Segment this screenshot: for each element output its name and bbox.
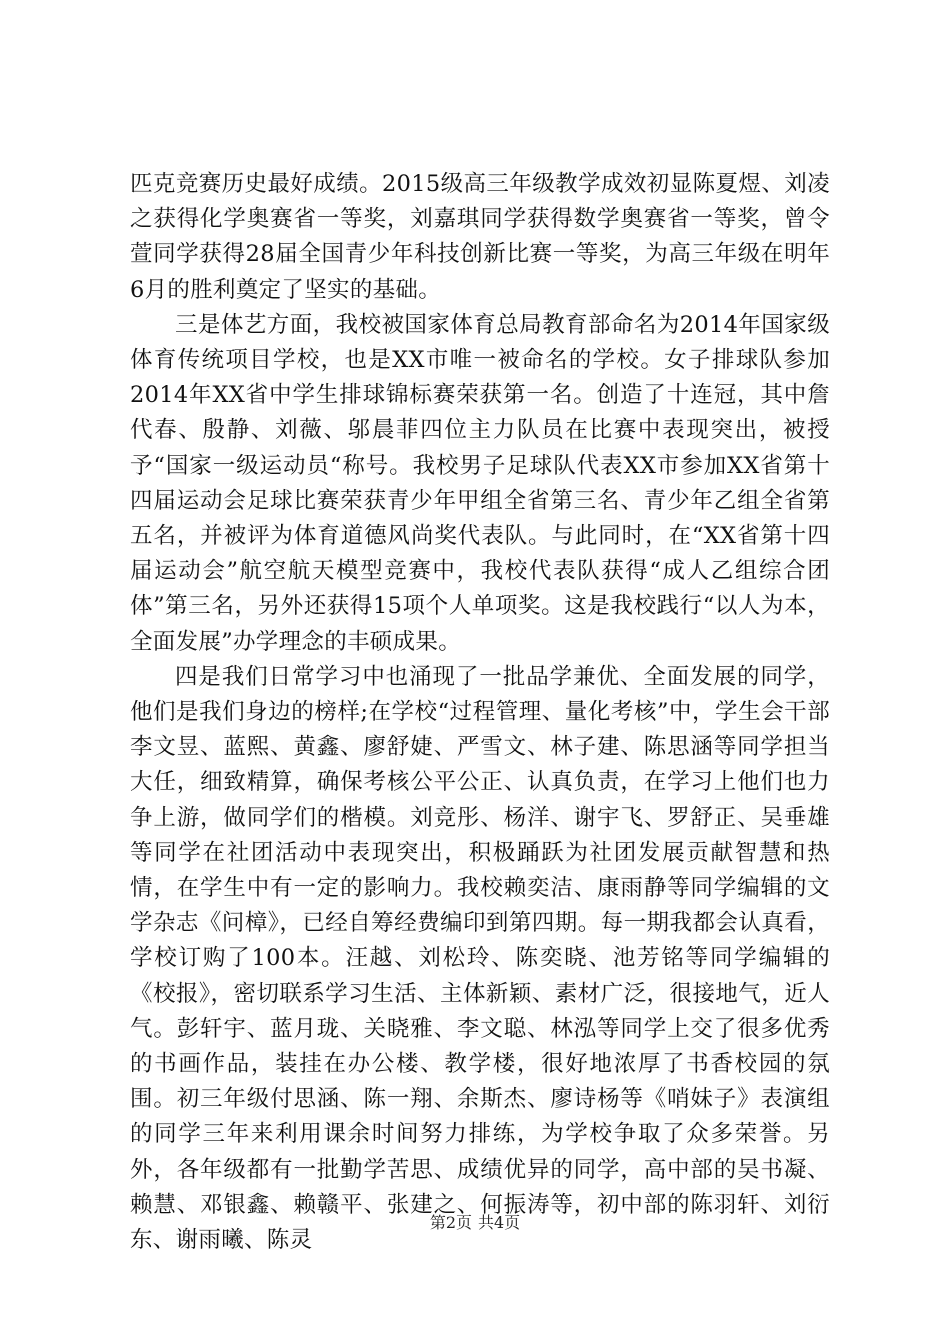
document-body bbox=[130, 167, 830, 1258]
paragraph-sports-arts: 三是体艺方面，我校被国家体育总局教育部命名为2014年国家级体育传统项目学校，也是XX市唯一被命名的学校。女子排球队参加2014年XX省中学生排球锦标赛荣获第一名。创造了十连冠，其中詹代春、殷静、刘薇、邬晨菲四位主力队员在比赛中表现突出，被授予“国家一级运动员“称号。我校男子足球队代表XX市参加XX省第十四届运动会足球比赛荣获青少年甲组全省第三名、青少年乙组全省第五名，并被评为体育道德风尚奖代表队。与此同时，在“XX省第十四届运动会”航空航天模型竞赛中，我校代表队获得“成人乙组综合团体”第三名，另外还获得15项个人单项奖。这是我校践行“以人为本，全面发展”办学理念的丰硕成果。 bbox=[130, 311, 830, 655]
paragraph-continuation: 匹克竞赛历史最好成绩。2015级高三年级教学成效初显陈夏煜、刘凌之获得化学奥赛省一等奖，刘嘉琪同学获得数学奥赛省一等奖，曾令萱同学获得28届全国青少年科技创新比赛一等奖，为高三年级在明年6月的胜利奠定了坚实的基础。 bbox=[130, 171, 830, 303]
paragraph-student-models: 四是我们日常学习中也涌现了一批品学兼优、全面发展的同学，他们是我们身边的榜样;在学校“过程管理、量化考核”中，学生会干部李文昱、蓝熙、黄鑫、廖舒婕、严雪文、林子建、陈思涵等同学担当大任，细致精算，确保考核公平公正、认真负责，在学习上他们也力争上游，做同学们的楷模。刘竞彤、杨洋、谢宇飞、罗舒正、吴垂雄等同学在社团活动中表现突出，积极踊跃为社团发展贡献智慧和热情，在学生中有一定的影响力。我校赖奕洁、康雨静等同学编辑的文学杂志《问樟》，已经自筹经费编印到第四期。每一期我都会认真看，学校订购了100本。汪越、刘松玲、陈奕晓、池芳铭等同学编辑的《校报》，密切联系学习生活、主体新颖、素材广泛，很接地气，近人气。彭轩宇、蓝月珑、关晓雅、李文聪、林泓等同学上交了很多优秀的书画作品，装挂在办公楼、教学楼，很好地浓厚了书香校园的氛围。初三年级付思涵、陈一翔、余斯杰、廖诗杨等《哨妹子》表演组的同学三年来利用课余时间努力排练，为学校争取了众多荣誉。另外，各年级都有一批勤学苦思、成绩优异的同学，高中部的吴书凝、赖慧、邓银鑫、赖赣平、张建之、何振涛等，初中部的陈羽轩、刘衍东、谢雨曦、陈灵 bbox=[130, 663, 830, 1254]
page-footer bbox=[0, 1213, 950, 1233]
page-number: 第2页 bbox=[429, 1213, 472, 1232]
page-total: 共4页 bbox=[478, 1213, 521, 1232]
